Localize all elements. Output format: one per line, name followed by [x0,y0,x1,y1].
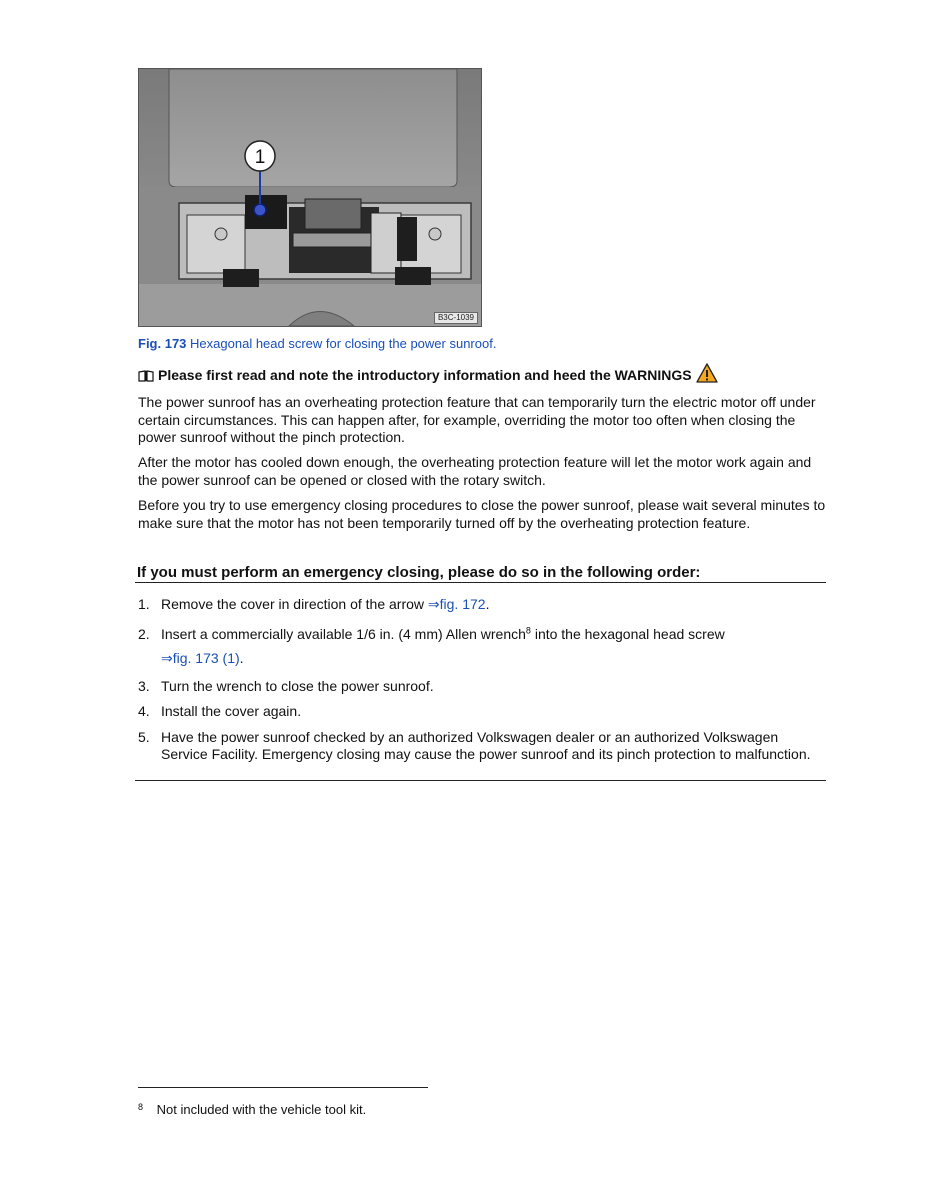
paragraph-overheating: The power sunroof has an overheating protection feature that can temporarily turn the electric motor off under certain circumstances. This can happen after, for example, overriding the motor too often when closing the power sunroof without the pinch protection. [138,394,816,445]
step-number: 2. [138,625,150,642]
step-text: Insert a commercially available 1/6 in. (4 mm) Allen wrench$^8$ into the hexagonal head screw ⇒fig. 173 (1). [161,624,725,666]
link-fig-172[interactable]: fig. 172 [439,596,486,612]
footnote [138,1102,366,1117]
arrow-icon: ⇒ [161,649,173,666]
callout-number: 1 [254,147,266,168]
paragraph-wait: Before you try to use emergency closing procedures to close the power sunroof, please wait several minutes to make sure that the motor has not been temporarily turned off by the overheating protection feature. [138,497,826,531]
list-item [138,622,828,670]
section-heading: If you must perform an emergency closing, please do so in the following order: [135,564,826,583]
arrow-icon: ⇒ [427,596,440,612]
link-fig-173[interactable]: fig. 173 (1) [172,649,240,666]
figure-code: B3C-1039 [434,312,478,324]
figure-image [138,68,482,327]
list-item [138,596,828,614]
footnote-divider [138,1087,428,1088]
step-text: Remove the cover in direction of the arrow ⇒fig. 172. [161,596,490,612]
footnote-ref[interactable]: 8 [525,624,531,635]
figure-number: Fig. 173 [138,336,187,351]
book-icon [138,369,154,381]
section-divider [135,780,826,781]
figure-caption-text: Hexagonal head screw for closing the power sunroof. [190,336,497,351]
step-text: Have the power sunroof checked by an authorized Volkswagen dealer or an authorized Volkswagen Service Facility. Emergency closing may cause the power sunroof and its pinch protection to malfunction. [161,728,811,762]
warning-triangle-icon[interactable] [696,363,718,383]
intro-heading [138,367,798,383]
sunroof-panel-illustration [139,69,481,326]
intro-heading-text: Please first read and note the introductory information and heed the WARNINGS [158,367,692,383]
step-number: 4. [138,703,150,719]
step-number: 3. [138,677,150,694]
steps-list [138,596,828,764]
figure-caption [138,336,496,351]
footnote-mark: 8 [138,1102,144,1112]
step-number: 1. [138,596,150,612]
paragraph-cooldown: After the motor has cooled down enough, the overheating protection feature will let the motor work again and the power sunroof can be opened or closed with the rotary switch. [138,454,812,488]
step-text: Install the cover again. [161,703,302,719]
list-item [138,729,828,764]
step-text: Turn the wrench to close the power sunroof. [161,677,434,694]
list-item [138,703,828,721]
list-item [138,678,828,696]
footnote-text: Not included with the vehicle tool kit. [156,1102,367,1117]
step-number: 5. [138,728,150,745]
